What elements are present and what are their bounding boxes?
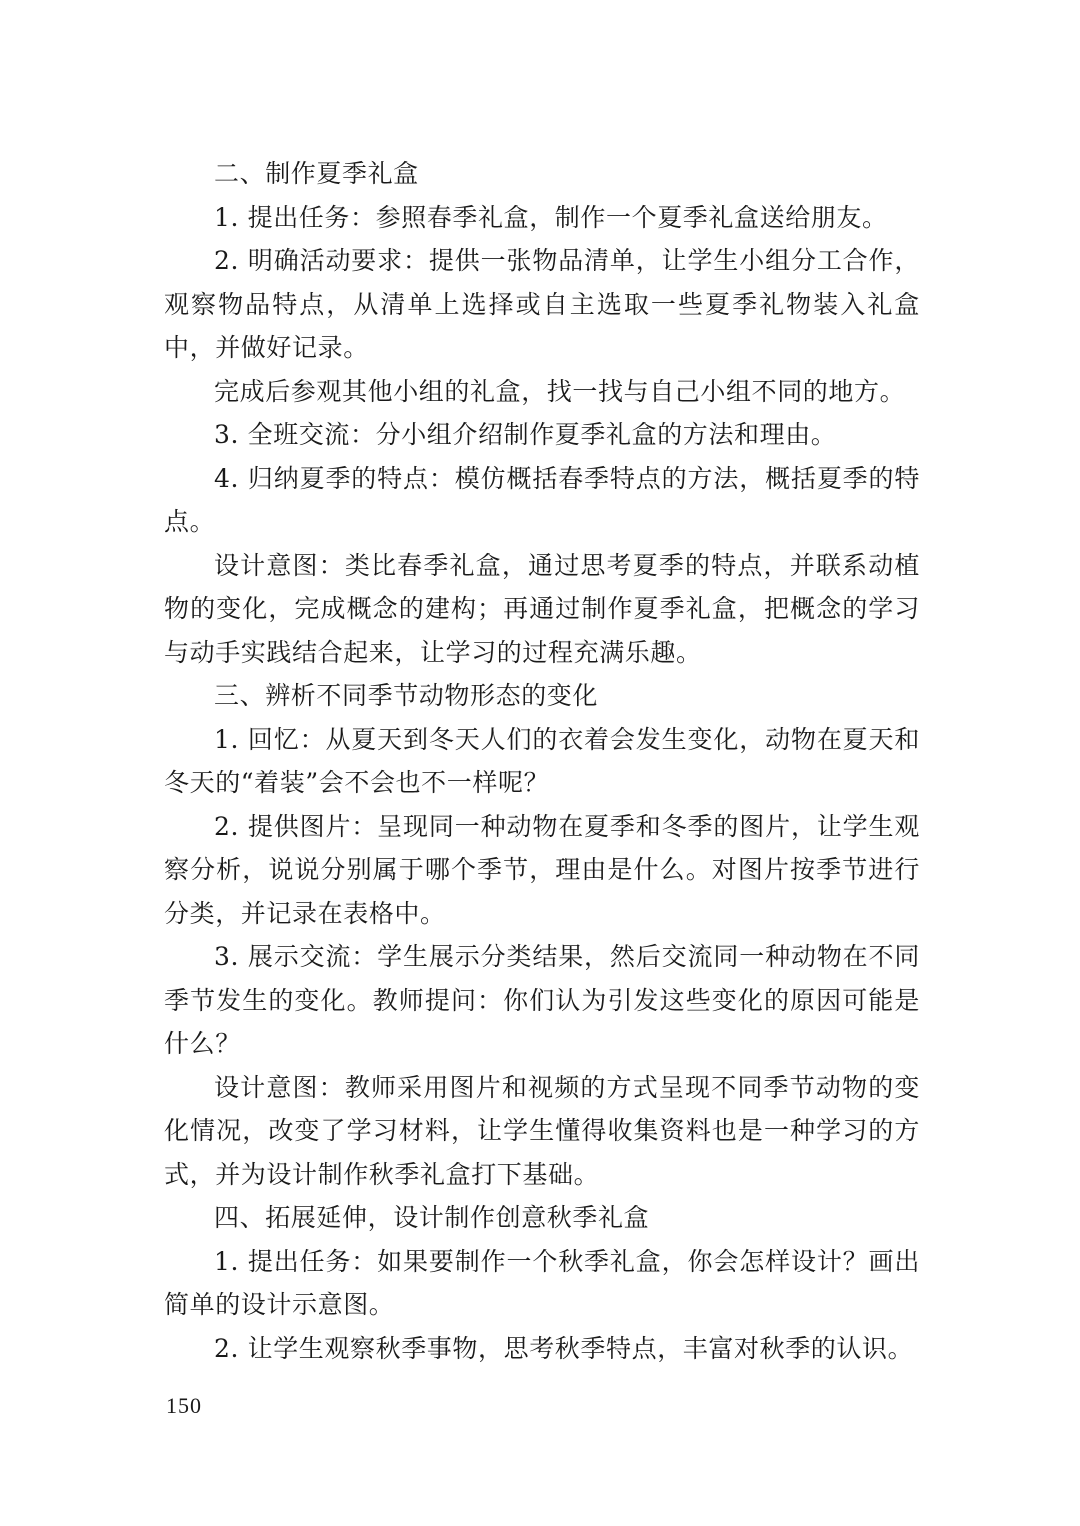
section-heading-autumn-gift-box: 四、拓展延伸，设计制作创意秋季礼盒 <box>214 1203 650 1232</box>
paragraph: 4. 归纳夏季的特点：模仿概括春季特点的方法，概括夏季的特点。 <box>164 463 920 536</box>
document-body <box>164 152 920 1370</box>
page-number: 150 <box>166 1393 202 1418</box>
design-intent-paragraph: 设计意图：类比春季礼盒，通过思考夏季的特点，并联系动植物的变化，完成概念的建构；再通过制作夏季礼盒，把概念的学习与动手实践结合起来，让学习的过程充满乐趣。 <box>164 550 920 667</box>
paragraph: 2. 明确活动要求：提供一张物品清单，让学生小组分工合作，观察物品特点，从清单上选择或自主选取一些夏季礼物装入礼盒中，并做好记录。 <box>164 246 920 362</box>
section-heading-animal-changes: 三、辨析不同季节动物形态的变化 <box>214 681 599 710</box>
paragraph: 2. 提供图片：呈现同一种动物在夏季和冬季的图片，让学生观察分析，说说分别属于哪个季节，理由是什么。对图片按季节进行分类，并记录在表格中。 <box>164 811 920 928</box>
paragraph: 3. 展示交流：学生展示分类结果，然后交流同一种动物在不同季节发生的变化。教师提问：你们认为引发这些变化的原因可能是什么？ <box>164 942 920 1058</box>
paragraph: 1. 提出任务：参照春季礼盒，制作一个夏季礼盒送给朋友。 <box>214 202 888 232</box>
paragraph: 完成后参观其他小组的礼盒，找一找与自己小组不同的地方。 <box>214 376 906 406</box>
paragraph: 3. 全班交流：分小组介绍制作夏季礼盒的方法和理由。 <box>214 420 837 449</box>
design-intent-paragraph: 设计意图：教师采用图片和视频的方式呈现不同季节动物的变化情况，改变了学习材料，让学生懂得收集资料也是一种学习的方式，并为设计制作秋季礼盒打下基础。 <box>164 1072 920 1189</box>
paragraph: 2. 让学生观察秋季事物，思考秋季特点，丰富对秋季的认识。 <box>214 1333 914 1363</box>
paragraph: 1. 回忆：从夏天到冬天人们的衣着会发生变化，动物在夏天和冬天的“着装”会不会也不一样呢？ <box>164 724 920 797</box>
paragraph: 1. 提出任务：如果要制作一个秋季礼盒，你会怎样设计？画出简单的设计示意图。 <box>164 1246 920 1319</box>
section-heading-summer-gift-box: 二、制作夏季礼盒 <box>214 159 419 188</box>
